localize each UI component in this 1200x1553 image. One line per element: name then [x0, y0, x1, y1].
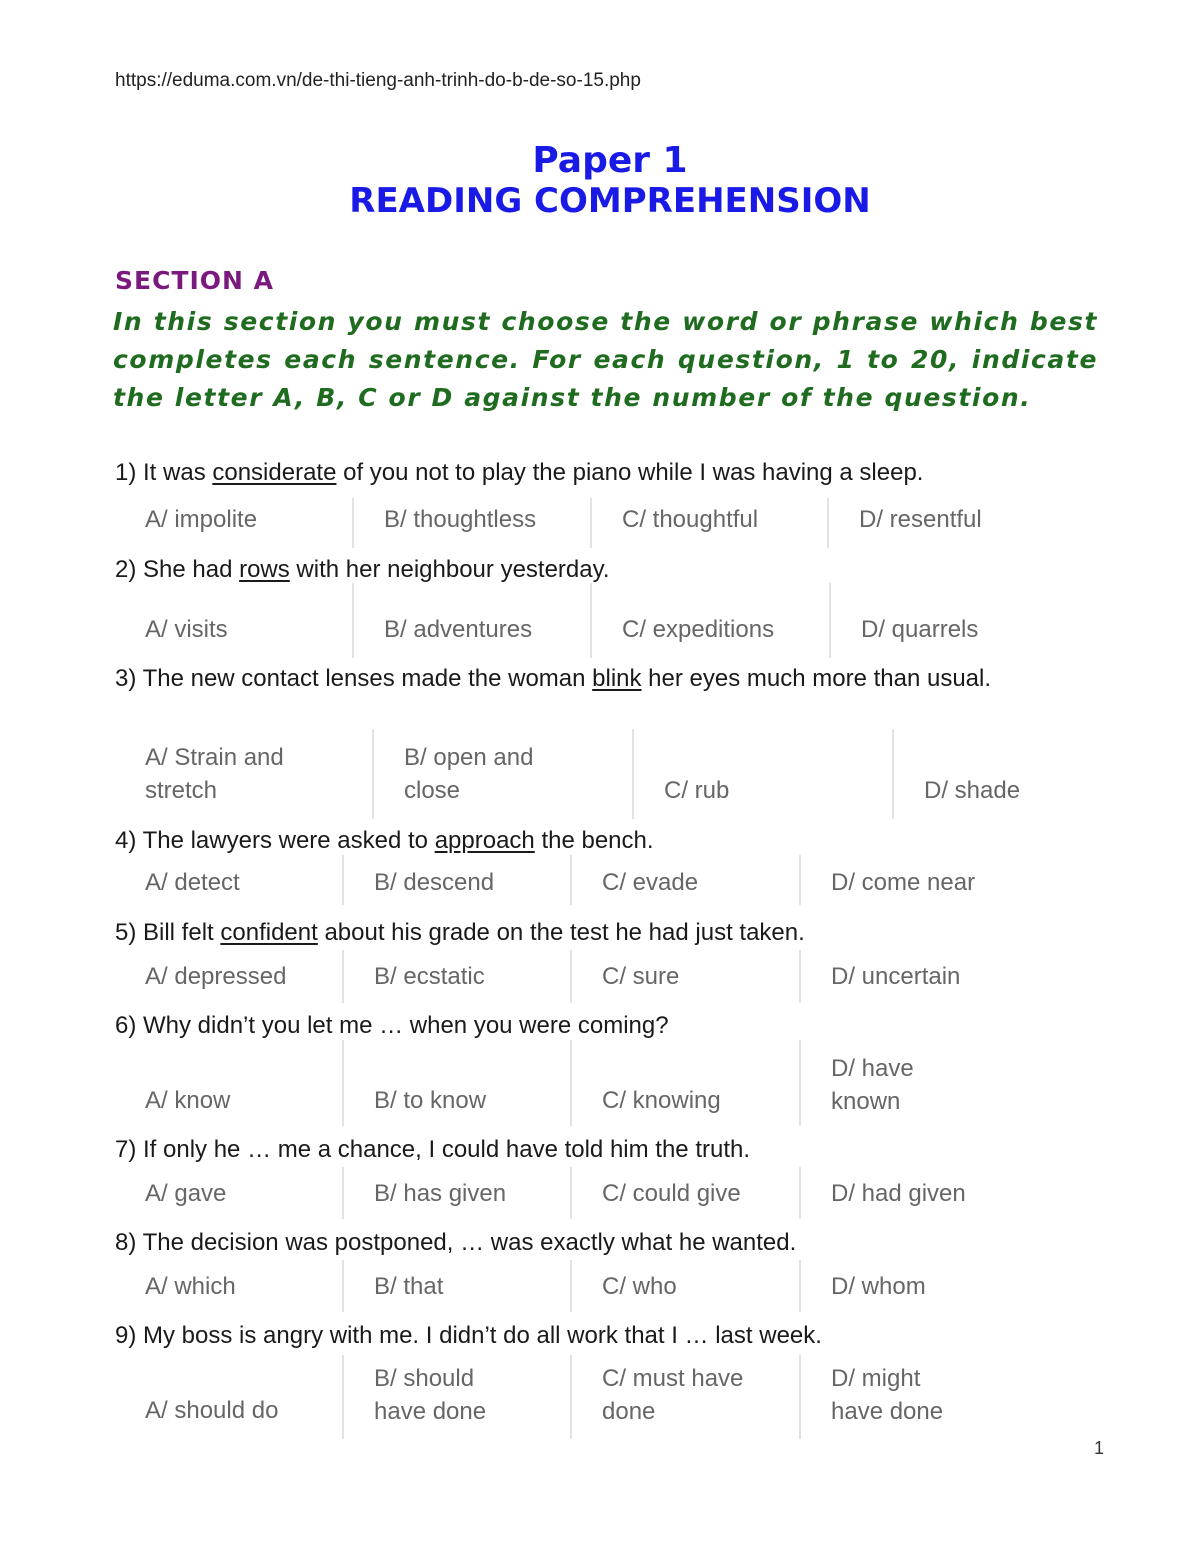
option-b[interactable]: B/ ecstatic	[342, 950, 570, 1003]
question-text-after: her eyes much more than usual.	[641, 665, 992, 692]
question-keyword: blink	[592, 665, 642, 692]
option-a[interactable]: A/ detect	[145, 869, 240, 896]
option-c[interactable]: C/ rub	[632, 729, 892, 819]
option-a[interactable]: A/ depressed	[145, 963, 287, 990]
question-text-after: with her neighbour yesterday.	[289, 556, 610, 583]
option-c[interactable]: C/ sure	[570, 950, 799, 1003]
page-number: 1	[1094, 1438, 1105, 1458]
option-a[interactable]: A/ Strain and stretch	[145, 744, 284, 804]
option-a[interactable]: A/ should do	[145, 1397, 279, 1424]
question-text-before: 2) She had	[115, 556, 240, 583]
option-b[interactable]: B/ adventures	[352, 583, 590, 658]
options-row-5	[115, 950, 1100, 1003]
question-keyword: considerate	[212, 459, 337, 486]
question-text-after: of you not to play the piano while I was having a sleep.	[336, 459, 924, 486]
option-d[interactable]: D/ had given	[799, 1167, 1100, 1219]
options-row-1	[115, 498, 1100, 548]
option-b[interactable]: B/ has given	[342, 1167, 570, 1219]
option-c[interactable]: C/ knowing	[570, 1040, 799, 1126]
question-9: 9) My boss is angry with me. I didn’t do all work that I … last week.	[115, 1322, 822, 1349]
question-text-before: 3) The new contact lenses made the woman	[115, 665, 593, 692]
section-heading: SECTION A	[115, 266, 275, 295]
option-b[interactable]: B/ should have done	[342, 1355, 512, 1439]
option-b[interactable]: B/ that	[342, 1260, 570, 1312]
paper-subtitle: READING COMPREHENSION	[349, 181, 871, 221]
question-6: 6) Why didn’t you let me … when you were coming?	[115, 1012, 669, 1039]
source-url[interactable]: https://eduma.com.vn/de-thi-tieng-anh-trinh-do-b-de-so-15.php	[115, 70, 641, 91]
options-row-7	[115, 1167, 1100, 1219]
options-row-3	[115, 729, 1100, 819]
question-keyword: rows	[239, 556, 290, 583]
options-row-4	[115, 855, 1100, 905]
question-keyword: confident	[220, 919, 318, 946]
question-7: 7) If only he … me a chance, I could have told him the truth.	[115, 1136, 751, 1163]
section-instructions: In this section you must choose the word or phrase which best completes each sentence. For each question, 1 to 20, indicate the letter A, B, C or D against the number of the question.	[113, 307, 1098, 412]
option-d[interactable]: D/ shade	[892, 729, 1100, 819]
option-a[interactable]: A/ impolite	[145, 506, 258, 533]
option-b[interactable]: B/ thoughtless	[352, 498, 590, 548]
options-row-9	[115, 1355, 1100, 1439]
option-c[interactable]: C/ who	[570, 1260, 799, 1312]
question-text-before: 1) It was	[115, 459, 213, 486]
option-d[interactable]: D/ uncertain	[799, 950, 1100, 1003]
option-d[interactable]: D/ whom	[799, 1260, 1100, 1312]
option-d[interactable]: D/ resentful	[827, 498, 1100, 548]
option-d[interactable]: D/ come near	[799, 855, 1100, 905]
question-5	[115, 914, 1101, 952]
question-text-before: 4) The lawyers were asked to	[115, 827, 435, 854]
option-a[interactable]: A/ visits	[145, 616, 228, 643]
option-b[interactable]: B/ to know	[342, 1040, 570, 1126]
option-b[interactable]: B/ open and close	[372, 729, 572, 819]
option-a[interactable]: A/ know	[145, 1087, 231, 1114]
option-d[interactable]: D/ quarrels	[829, 583, 1100, 658]
question-text-before: 5) Bill felt	[115, 919, 221, 946]
options-row-2	[115, 583, 1100, 658]
option-c[interactable]: C/ expeditions	[590, 583, 829, 658]
question-1	[115, 454, 1101, 492]
question-3	[115, 660, 1101, 698]
option-c[interactable]: C/ could give	[570, 1167, 799, 1219]
option-c[interactable]: C/ evade	[570, 855, 799, 905]
option-c[interactable]: C/ must have done	[570, 1355, 770, 1439]
paper-title: Paper 1	[532, 140, 688, 181]
option-b[interactable]: B/ descend	[342, 855, 570, 905]
question-text-after: the bench.	[534, 827, 654, 854]
question-keyword: approach	[434, 827, 535, 854]
question-8: 8) The decision was postponed, … was exactly what he wanted.	[115, 1229, 797, 1256]
option-d[interactable]: D/ might have done	[799, 1355, 969, 1439]
options-row-8	[115, 1260, 1100, 1312]
option-d[interactable]: D/ have known	[799, 1040, 949, 1126]
question-text-after: about his grade on the test he had just taken.	[317, 919, 805, 946]
option-a[interactable]: A/ gave	[145, 1180, 227, 1207]
options-row-6	[115, 1040, 1100, 1126]
option-c[interactable]: C/ thoughtful	[590, 498, 827, 548]
option-a[interactable]: A/ which	[145, 1273, 236, 1300]
